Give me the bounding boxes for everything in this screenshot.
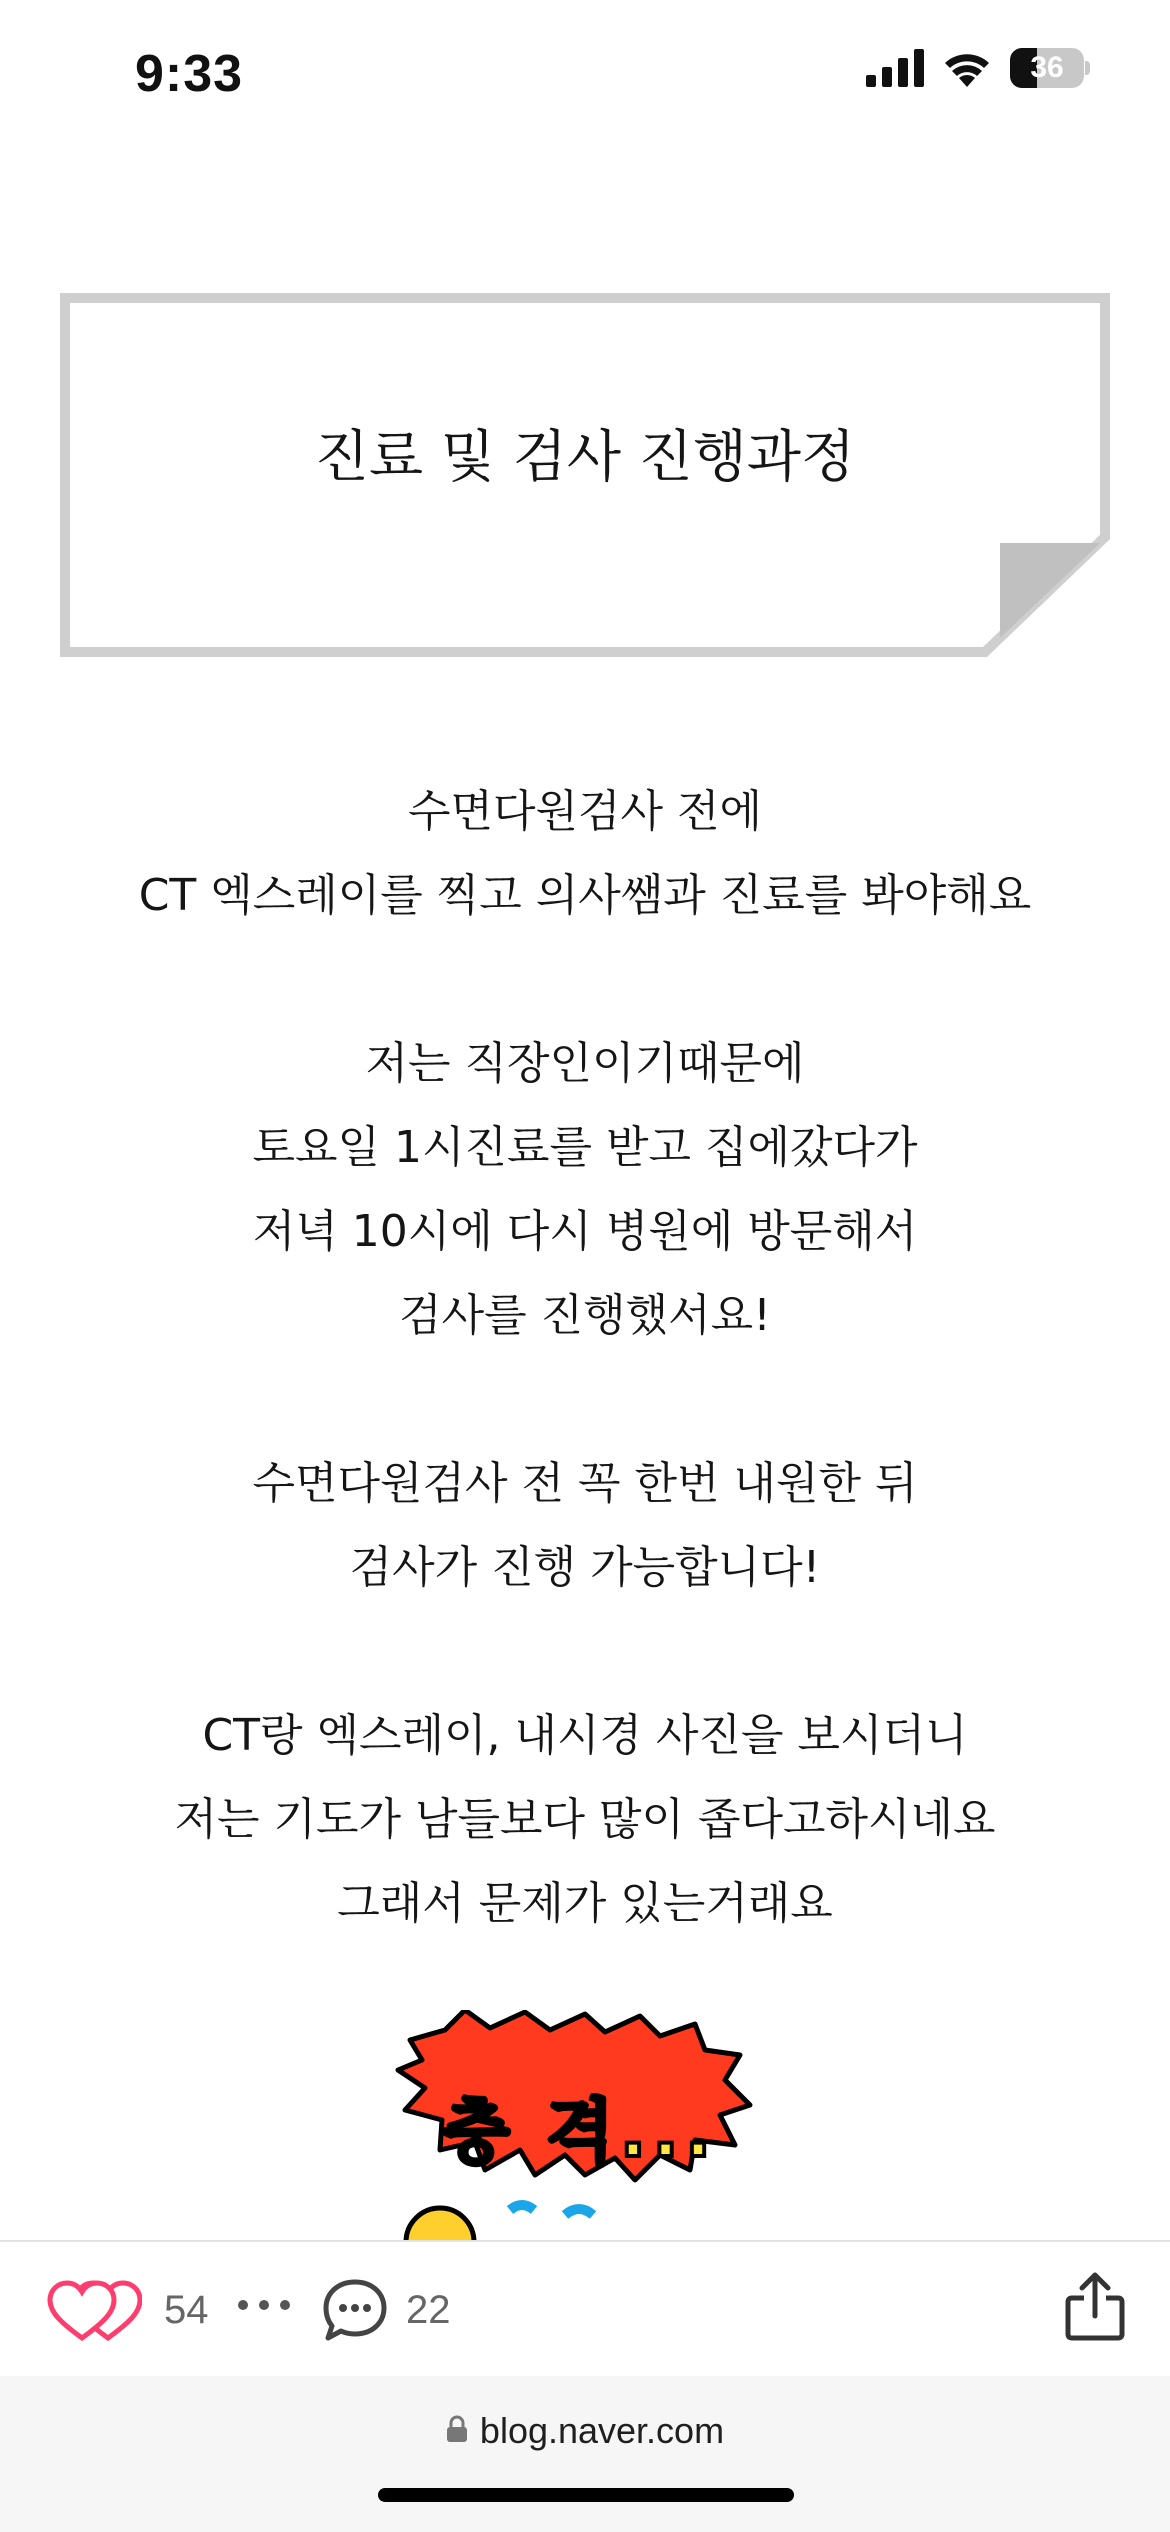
sticker-text: 충 격... (442, 2091, 718, 2173)
like-button[interactable] (46, 2278, 209, 2342)
like-count: 54 (164, 2287, 209, 2332)
share-icon[interactable] (1064, 2272, 1126, 2342)
text-line: 검사가 진행 가능합니다! (349, 1542, 821, 1593)
heart-icon (46, 2278, 142, 2342)
browser-url-bar[interactable] (0, 2376, 1170, 2532)
more-icon[interactable] (236, 2298, 292, 2312)
wifi-icon (942, 49, 992, 87)
text-line: 수면다원검사 전에 (407, 786, 763, 837)
text-line: 저는 기도가 남들보다 많이 좁다고하시네요 (174, 1794, 996, 1845)
text-line: 그래서 문제가 있는거래요 (337, 1878, 833, 1929)
text-line: CT 엑스레이를 찍고 의사쌤과 진료를 봐야해요 (138, 870, 1032, 921)
text-line: 검사를 진행했서요! (399, 1290, 771, 1341)
text-line: 수면다원검사 전 꼭 한번 내원한 뒤 (252, 1458, 918, 1509)
url-text: blog.naver.com (479, 2410, 725, 2451)
status-icons (866, 48, 1090, 88)
status-time: 9:33 (135, 45, 244, 103)
battery-level: 36 (1030, 51, 1064, 84)
shock-sticker-image (390, 2010, 770, 2250)
comment-icon (322, 2278, 388, 2342)
home-indicator[interactable] (378, 2488, 794, 2502)
battery-icon (1010, 48, 1090, 88)
comment-button[interactable] (322, 2278, 451, 2342)
post-body (0, 770, 1170, 2030)
url-display[interactable] (0, 2410, 1170, 2452)
text-line: 저는 직장인이기때문에 (365, 1038, 805, 1089)
text-line: 저녁 10시에 다시 병원에 방문해서 (252, 1206, 918, 1257)
paragraph (0, 770, 1170, 938)
text-line: 토요일 1시진료를 받고 집에갔다가 (252, 1122, 918, 1173)
section-title: 진료 및 검사 진행과정 (314, 425, 856, 490)
paragraph (0, 1694, 1170, 1946)
comment-count: 22 (406, 2287, 451, 2332)
status-bar (0, 0, 1170, 150)
signal-icon (866, 49, 924, 87)
section-title-card (60, 293, 1110, 657)
paragraph (0, 1022, 1170, 1358)
post-action-bar (0, 2240, 1170, 2378)
lock-icon (446, 2415, 468, 2443)
paragraph (0, 1442, 1170, 1610)
text-line: CT랑 엑스레이, 내시경 사진을 보시더니 (202, 1710, 968, 1761)
